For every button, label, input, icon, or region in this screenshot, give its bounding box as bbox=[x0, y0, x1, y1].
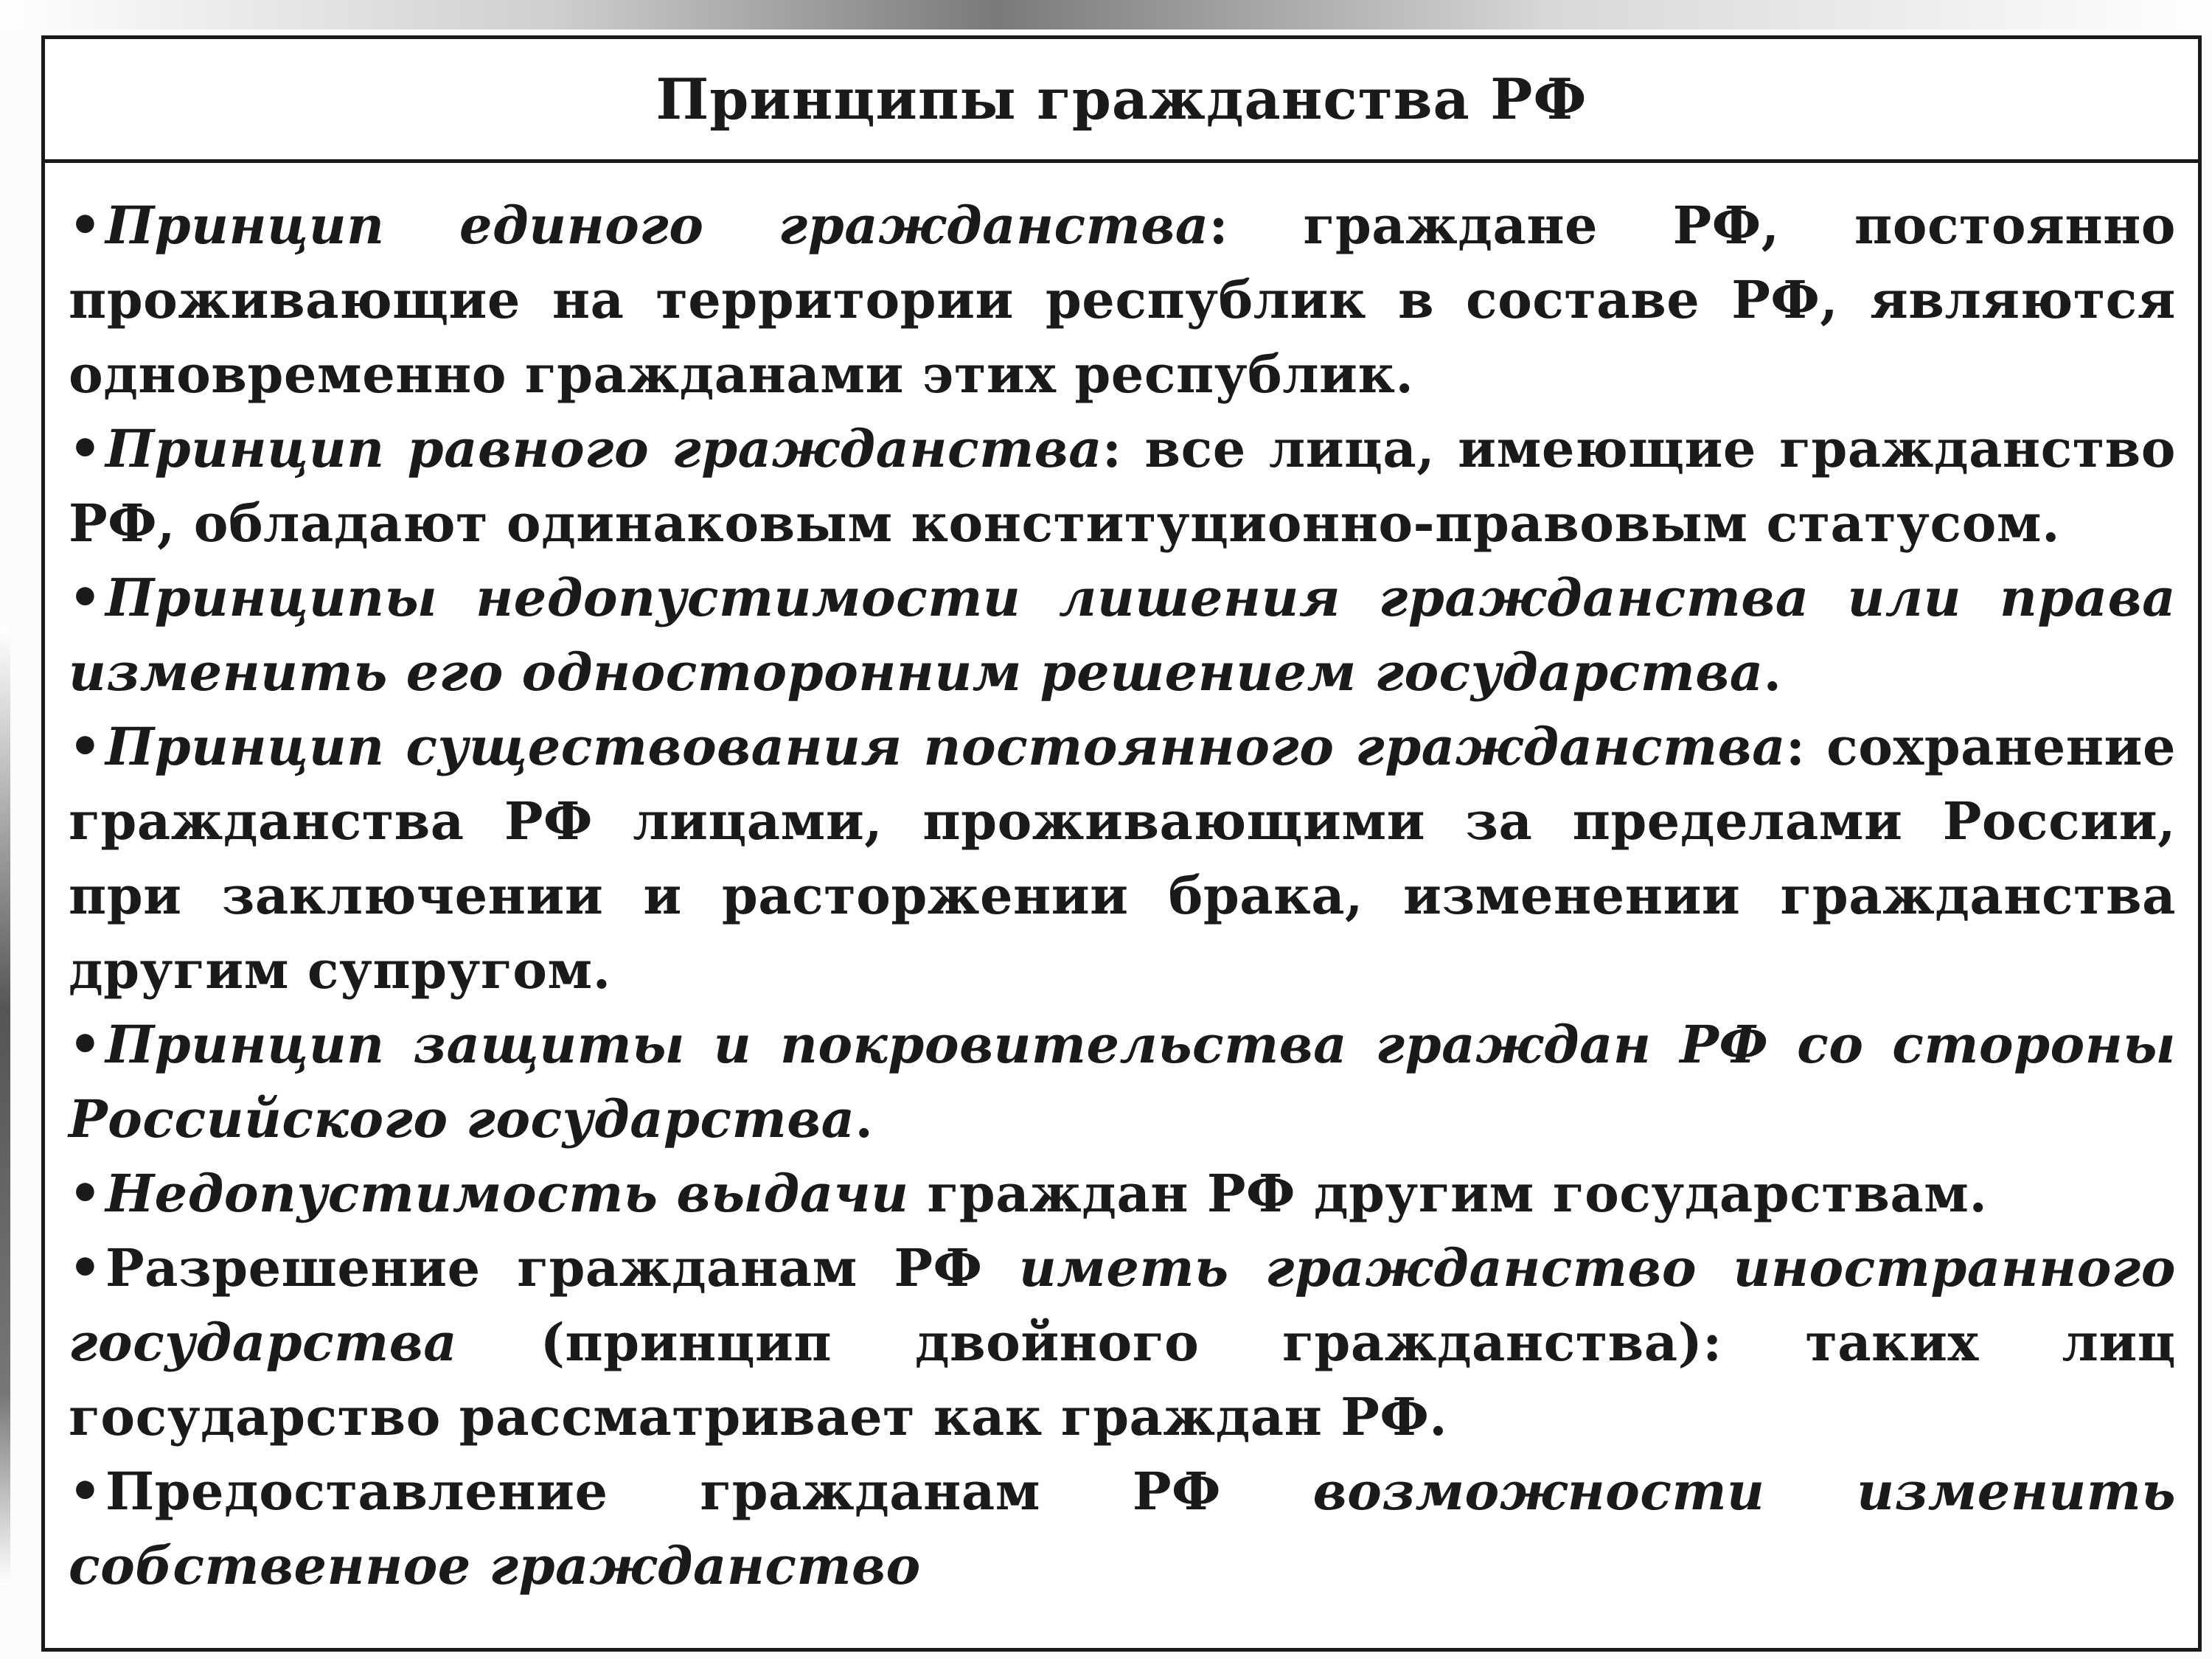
principle-item-5 bbox=[69, 1007, 2176, 1156]
principle-text: . bbox=[1763, 641, 1782, 703]
bullet-icon: • bbox=[69, 716, 102, 777]
bullet-icon: • bbox=[69, 418, 102, 479]
table-title: Принципы гражданства РФ bbox=[45, 39, 2198, 163]
principle-item-7 bbox=[69, 1231, 2176, 1454]
principle-text: . bbox=[855, 1088, 874, 1150]
bullet-icon: • bbox=[69, 1237, 102, 1298]
principles-table bbox=[41, 35, 2202, 1652]
principle-name: Принцип равного гражданства bbox=[105, 418, 1102, 479]
principle-name: Недопустимость выдачи bbox=[105, 1163, 909, 1224]
principle-item-1 bbox=[69, 188, 2176, 411]
bullet-icon: • bbox=[69, 1163, 102, 1224]
principle-item-8 bbox=[69, 1454, 2176, 1603]
principle-text: : все лица, имеющие гражданство РФ, обладают одинаковым конституционно-правовым статусом. bbox=[69, 418, 2176, 554]
principle-name: Принцип защиты и покровительства граждан РФ со стороны Российского государства bbox=[69, 1014, 2176, 1150]
scan-shadow-top bbox=[0, 0, 2212, 29]
principle-item-6 bbox=[69, 1156, 2176, 1231]
principle-text: : сохранение гражданства РФ лицами, проживающими за пределами России, при заключении и расторжении брака, изменении гражданства другим супругом. bbox=[69, 716, 2176, 1001]
bullet-icon: • bbox=[69, 1014, 102, 1075]
principle-item-4 bbox=[69, 709, 2176, 1007]
principle-name: иметь гражданство иностранного государства bbox=[69, 1237, 2176, 1373]
principle-item-3 bbox=[69, 560, 2176, 709]
principle-text: граждан РФ другим государствам. bbox=[908, 1163, 1988, 1224]
bullet-icon: • bbox=[69, 1461, 102, 1522]
principle-prefix: Разрешение гражданам РФ bbox=[105, 1237, 1019, 1298]
principle-text: (принцип двойного гражданства): таких лиц государство рассматривает как граждан РФ. bbox=[69, 1312, 2176, 1447]
scan-shadow-left bbox=[0, 627, 10, 1585]
table-body bbox=[45, 163, 2198, 1603]
principle-prefix: Предоставление гражданам РФ bbox=[105, 1461, 1313, 1522]
principle-name: Принципы недопустимости лишения гражданства или права изменить его односторонним решением государства bbox=[69, 567, 2176, 703]
principle-item-2 bbox=[69, 411, 2176, 560]
principle-text: : граждане РФ, постоянно проживающие на территории республик в составе РФ, являются одновременно гражданами этих республик. bbox=[69, 195, 2176, 405]
principle-name: Принцип существования постоянного гражданства bbox=[105, 716, 1786, 777]
principle-name: возможности изменить собственное гражданство bbox=[69, 1461, 2176, 1596]
bullet-icon: • bbox=[69, 567, 102, 628]
principle-name: Принцип единого гражданства bbox=[105, 195, 1209, 256]
bullet-icon: • bbox=[69, 195, 102, 256]
